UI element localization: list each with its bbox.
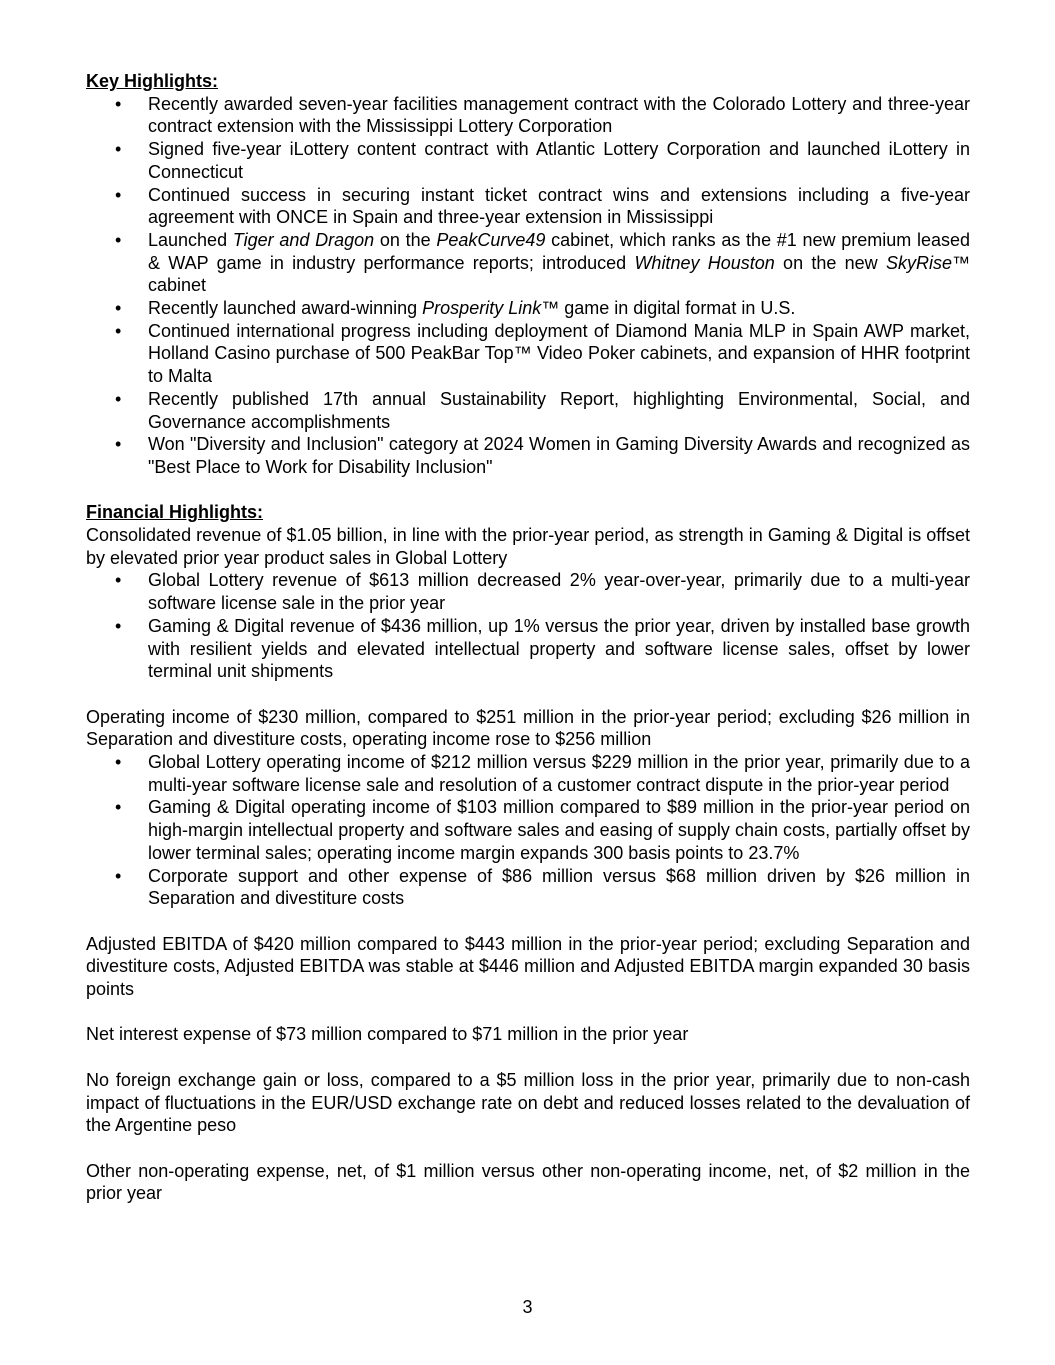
bullet-text: Signed five-year iLottery content contract with Atlantic Lottery Corporation and launched iLottery in Connecticut xyxy=(148,139,970,182)
list-item xyxy=(86,93,970,138)
bullet-text xyxy=(148,230,970,295)
list-item xyxy=(86,569,970,614)
other-non-operating-paragraph: Other non-operating expense, net, of $1 million versus other non-operating income, net, of $2 million in the prior year xyxy=(86,1160,970,1204)
list-item xyxy=(86,138,970,183)
text-run: ™ game in digital format in U.S. xyxy=(541,298,796,319)
bullet-icon: • xyxy=(115,320,122,341)
bullet-icon: • xyxy=(115,229,122,250)
cabinet-name: PeakCurve49 xyxy=(436,229,546,250)
bullet-text: Gaming & Digital revenue of $436 million, up 1% versus the prior year, driven by installed base growth with resilient yields and elevated intellectual property and software license sales, offset by lower terminal unit shipments xyxy=(148,615,970,682)
bullet-icon: • xyxy=(115,139,122,160)
spacer xyxy=(86,1137,970,1160)
key-highlights-list xyxy=(86,93,970,479)
revenue-list xyxy=(86,569,970,683)
operating-income-paragraph: Operating income of $230 million, compared to $251 million in the prior-year period; excluding $26 million in Separation and divestiture costs, operating income rose to $256 million xyxy=(86,706,970,750)
bullet-text: Continued international progress including deployment of Diamond Mania MLP in Spain AWP market, Holland Casino purchase of 500 PeakBar Top™ Video Poker cabinets, and expansion of HHR footprint to Malta xyxy=(148,320,970,387)
foreign-exchange-paragraph: No foreign exchange gain or loss, compared to a $5 million loss in the prior year, primarily due to non-cash impact of fluctuations in the EUR/USD exchange rate on debt and reduced losses related to the devaluation of the Argentine peso xyxy=(86,1069,970,1136)
bullet-icon: • xyxy=(115,865,122,886)
spacer xyxy=(86,1046,970,1069)
bullet-text: Global Lottery revenue of $613 million decreased 2% year-over-year, primarily due to a multi-year software license sale in the prior year xyxy=(148,570,970,614)
adjusted-ebitda-paragraph: Adjusted EBITDA of $420 million compared to $443 million in the prior-year period; excluding Separation and divestiture costs, Adjusted EBITDA was stable at $446 million and Adjusted EBITDA margin expanded 30 basis points xyxy=(86,933,970,1000)
text-run: Recently launched award-winning xyxy=(148,298,423,319)
operating-income-list xyxy=(86,751,970,910)
text-run: cabinet, which ranks as the #1 new premium leased & WAP game in industry performance reports; introduced xyxy=(148,229,971,273)
key-highlights-heading: Key Highlights: xyxy=(86,71,219,91)
bullet-text: Recently published 17th annual Sustainability Report, highlighting Environmental, Social, and Governance accomplishments xyxy=(148,388,970,432)
bullet-icon: • xyxy=(115,797,122,818)
spacer xyxy=(86,910,970,933)
page-content xyxy=(86,70,970,1205)
bullet-text: Corporate support and other expense of $86 million versus $68 million driven by $26 million in Separation and divestiture costs xyxy=(148,865,970,909)
list-item xyxy=(86,433,970,478)
text-run: on the new xyxy=(774,252,886,273)
text-run: on the xyxy=(374,229,437,250)
cabinet-name: SkyRise xyxy=(885,252,952,273)
list-item xyxy=(86,388,970,433)
bullet-text: Recently awarded seven-year facilities management contract with the Colorado Lottery and three-year contract extension with the Mississippi Lottery Corporation xyxy=(148,93,970,137)
bullet-icon: • xyxy=(115,93,122,114)
bullet-text xyxy=(148,298,795,318)
spacer xyxy=(86,1001,970,1024)
bullet-icon: • xyxy=(115,298,122,319)
bullet-text: Won "Diversity and Inclusion" category at 2024 Women in Gaming Diversity Awards and recognized as "Best Place to Work for Disability Inclusion" xyxy=(148,434,970,477)
list-item xyxy=(86,229,970,297)
list-item xyxy=(86,184,970,229)
bullet-icon: • xyxy=(115,752,122,773)
bullet-icon: • xyxy=(115,570,122,591)
bullet-text: Gaming & Digital operating income of $103 million compared to $89 million in the prior-year period on high-margin intellectual property and software sales and easing of supply chain costs, partially offset by lower terminal sales; operating income margin expands 300 basis points to 23.7% xyxy=(148,797,970,863)
spacer xyxy=(86,479,970,502)
bullet-text: Continued success in securing instant ticket contract wins and extensions including a five-year agreement with ONCE in Spain and three-year extension in Mississippi xyxy=(148,184,970,228)
spacer xyxy=(86,683,970,706)
list-item xyxy=(86,297,970,320)
bullet-text: Global Lottery operating income of $212 million versus $229 million in the prior year, primarily due to a multi-year software license sale and resolution of a customer contract dispute in the prior-year period xyxy=(148,752,970,795)
bullet-icon: • xyxy=(115,434,122,455)
game-title: Prosperity Link xyxy=(422,298,542,319)
game-title: Tiger and Dragon xyxy=(232,229,375,250)
net-interest-paragraph: Net interest expense of $73 million compared to $71 million in the prior year xyxy=(86,1024,689,1045)
revenue-paragraph: Consolidated revenue of $1.05 billion, in line with the prior-year period, as strength in Gaming & Digital is offset by elevated prior year product sales in Global Lottery xyxy=(86,525,970,568)
game-title: Whitney Houston xyxy=(634,252,775,273)
list-item xyxy=(86,751,970,796)
text-run: Launched xyxy=(148,229,233,250)
list-item xyxy=(86,796,970,864)
text-run: ™ cabinet xyxy=(148,252,970,296)
financial-highlights-heading: Financial Highlights: xyxy=(86,502,264,523)
bullet-icon: • xyxy=(115,615,122,636)
list-item xyxy=(86,615,970,683)
page-number: 3 xyxy=(522,1297,533,1317)
list-item xyxy=(86,865,970,910)
bullet-icon: • xyxy=(115,184,122,205)
bullet-icon: • xyxy=(115,388,122,409)
list-item xyxy=(86,320,970,388)
